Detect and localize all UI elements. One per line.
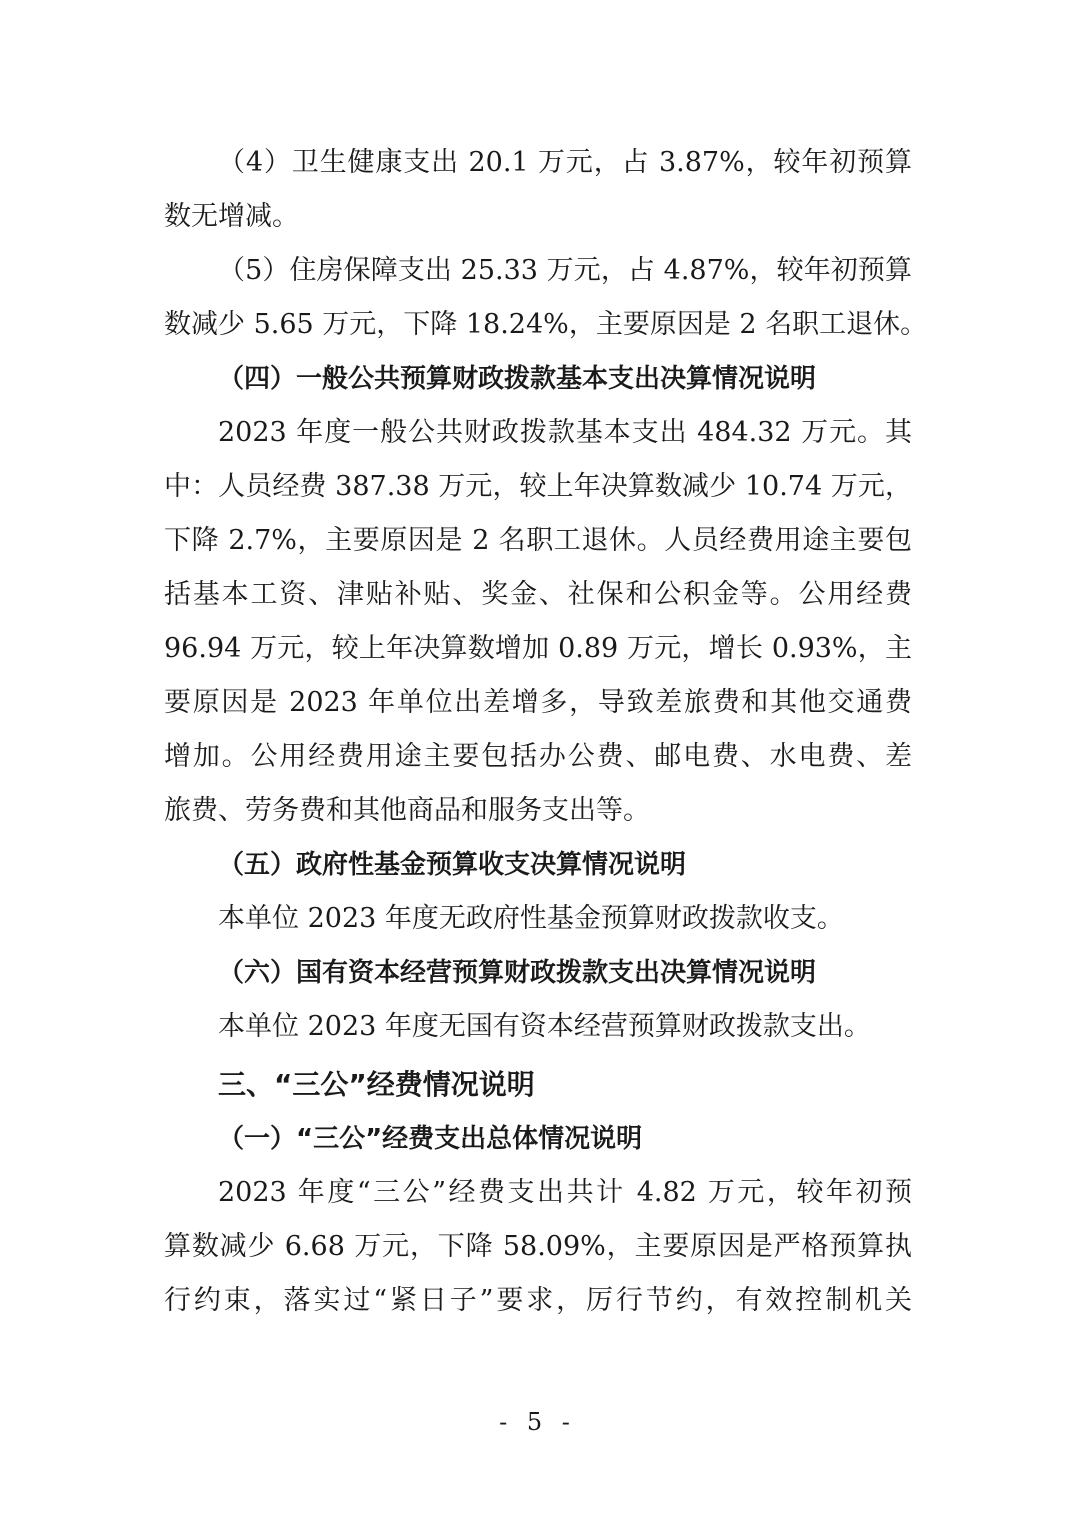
- paragraph-line: 旅费、劳务费和其他商品和服务支出等。: [164, 795, 650, 826]
- subsection-heading: （四）一般公共预算财政拨款基本支出决算情况说明: [218, 364, 817, 394]
- paragraph-line: 数减少 5.65 万元，下降 18.24%，主要原因是 2 名职工退休。: [164, 309, 928, 340]
- paragraph-line: 括基本工资、津贴补贴、奖金、社保和公积金等。公用经费: [164, 579, 912, 610]
- section-heading: 三、“三公”经费情况说明: [218, 1068, 535, 1101]
- paragraph-line: 要原因是 2023 年单位出差增多，导致差旅费和其他交通费: [164, 687, 912, 718]
- paragraph-line: 本单位 2023 年度无国有资本经营预算财政拨款支出。: [218, 1011, 871, 1042]
- paragraph-line: 下降 2.7%，主要原因是 2 名职工退休。人员经费用途主要包: [164, 525, 912, 556]
- page-number: - 5 -: [499, 1408, 576, 1436]
- paragraph-line: （4）卫生健康支出 20.1 万元，占 3.87%，较年初预算: [218, 147, 912, 178]
- paragraph-line: 行约束，落实过“紧日子”要求，厉行节约，有效控制机关: [164, 1285, 912, 1316]
- paragraph-line: 算数减少 6.68 万元，下降 58.09%，主要原因是严格预算执: [164, 1231, 912, 1262]
- paragraph-line: 数无增减。: [164, 201, 299, 232]
- document-body: [164, 136, 928, 1328]
- subsection-heading: （一）“三公”经费支出总体情况说明: [218, 1124, 643, 1154]
- paragraph-line: 96.94 万元，较上年决算数增加 0.89 万元，增长 0.93%，主: [164, 633, 912, 664]
- paragraph-line: 增加。公用经费用途主要包括办公费、邮电费、水电费、差: [164, 741, 912, 772]
- paragraph-line: 2023 年度“三公”经费支出共计 4.82 万元，较年初预: [218, 1177, 912, 1208]
- paragraph-line: 2023 年度一般公共财政拨款基本支出 484.32 万元。其: [218, 417, 912, 448]
- paragraph-line: 本单位 2023 年度无政府性基金预算财政拨款收支。: [218, 903, 844, 934]
- subsection-heading: （六）国有资本经营预算财政拨款支出决算情况说明: [218, 958, 817, 988]
- paragraph-line: 中：人员经费 387.38 万元，较上年决算数减少 10.74 万元，: [164, 471, 912, 502]
- subsection-heading: （五）政府性基金预算收支决算情况说明: [218, 850, 687, 880]
- paragraph-line: （5）住房保障支出 25.33 万元，占 4.87%，较年初预算: [218, 255, 912, 286]
